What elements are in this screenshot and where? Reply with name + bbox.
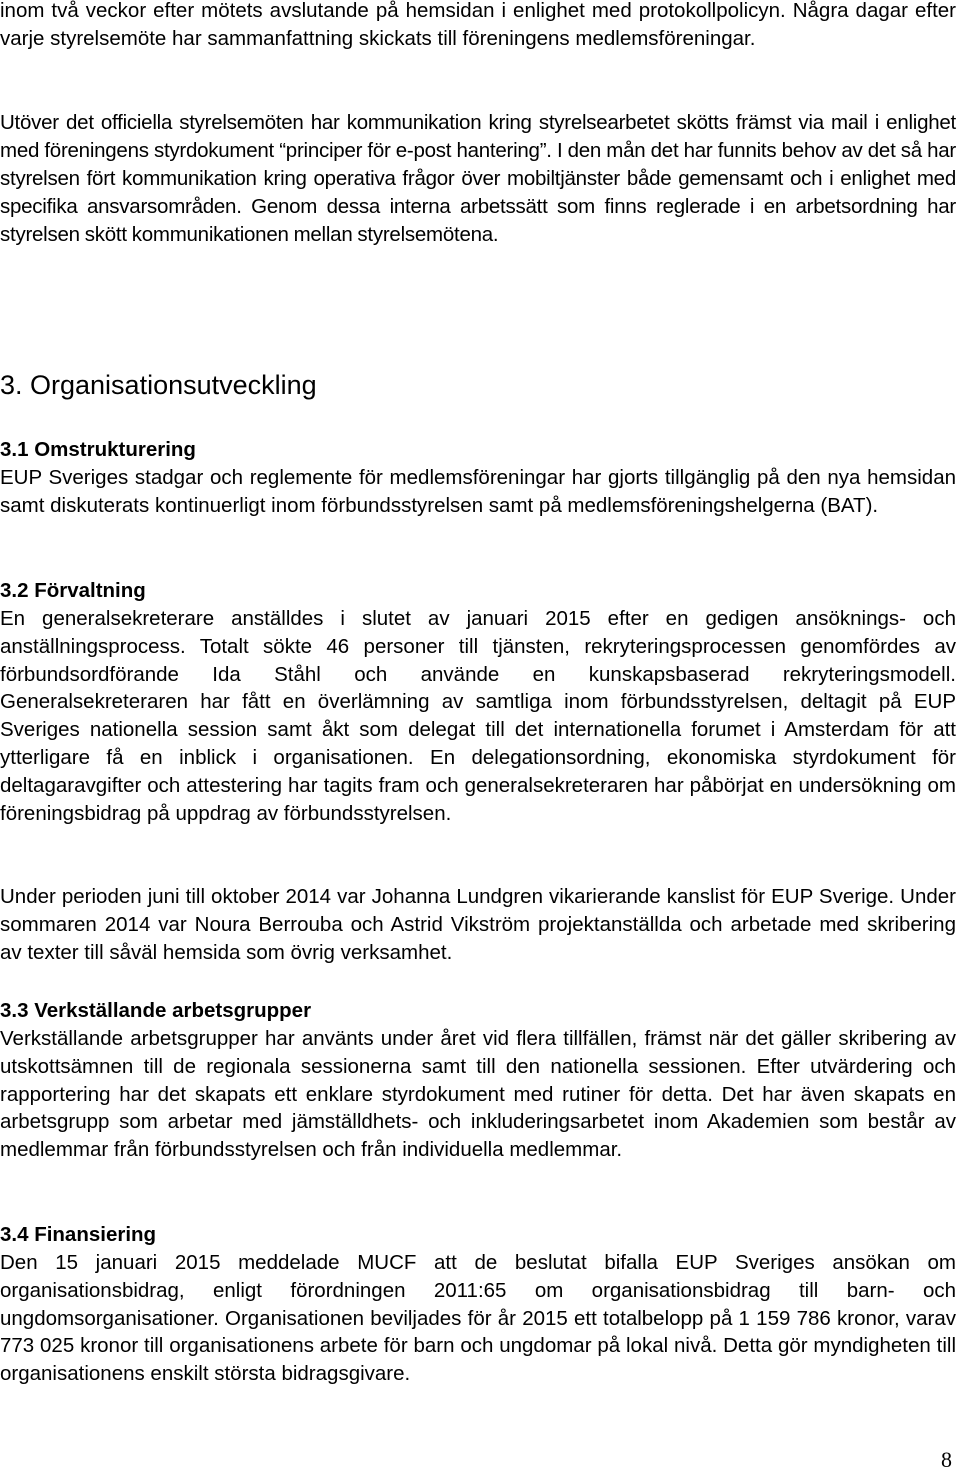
subsection-heading-working-groups: 3.3 Verkställande arbetsgrupper [0, 999, 312, 1022]
paragraph-restructuring: EUP Sveriges stadgar och reglemente för medlemsföreningar har gjorts tillgänglig på den nya hemsidan samt diskuterats kontinuerligt inom förbundsstyrelsen samt på medlemsföreningshelgerna (BAT). [0, 466, 956, 517]
paragraph-administration: En generalsekreterare anställdes i slutet av januari 2015 efter en gedigen ansöknings- och anställningsprocess. Totalt sökte 46 personer till tjänsten, rekryteringsprocessen genomfördes av förbundsordförande Ida Ståhl och använde en kunskapsbaserad rekryteringsmodell. Generalsekreteraren har fått en överlämning av samtliga inom förbundsstyrelsen, deltagit på EUP Sveriges nationella session samt åkt som delegat till det internationella forumet i Amsterdam för att ytterligare få en inblick i organisationen. En delegationsordning, ekonomiska styrdokument för deltagaravgifter och attestering har tagits fram och generalsekreteraren har påbörjat en undersökning om föreningsbidrag på uppdrag av förbundsstyrelsen. [0, 607, 956, 825]
subsection-heading-restructuring: 3.1 Omstrukturering [0, 438, 196, 461]
paragraph-protocol-publication: inom två veckor efter mötets avslutande på hemsidan i enlighet med protokollpolicyn. Några dagar efter varje styrelsemöte har sammanfattning skickats till föreningens medlemsföreningar. [0, 0, 956, 50]
section-title: 3. Organisationsutveckling [0, 370, 317, 400]
paragraph-working-groups: Verkställande arbetsgrupper har använts under året vid flera tillfällen, främst när det gäller skribering av utskottsämnen till de regionala sessionerna samt till den nationella sessionen. Efter utvärdering och rapportering har det skapats ett enklare styrdokument med rutiner för detta. Det har även skapats en arbetsgrupp som arbetar med jämställdhets- och inkluderingsarbetet inom Akademien som består av medlemmar från förbundsstyrelsen och från individuella medlemmar. [0, 1027, 956, 1162]
page-number: 8 [941, 1447, 952, 1472]
subsection-heading-financing: 3.4 Finansiering [0, 1223, 157, 1246]
subsection-heading-administration: 3.2 Förvaltning [0, 579, 146, 602]
paragraph-board-communication: Utöver det officiella styrelsemöten har kommunikation kring styrelsearbetet skötts främst via mail i enlighet med föreningens styrdokument “principer för e-post hantering”. I den mån det har funnits behov av det så har styrelsen fört kommunikation kring operativa frågor över mobiltjänster både gemensamt och i enlighet med specifika ansvarsområden. Genom dessa interna arbetssätt som finns reglerade i en arbetsordning har styrelsen skött kommunikationen mellan styrelsemötena. [0, 111, 956, 246]
paragraph-financing: Den 15 januari 2015 meddelade MUCF att de beslutat bifalla EUP Sveriges ansökan om organisationsbidrag, enligt förordningen 2011:65 om organisationsbidrag till barn- och ungdomsorganisationer. Organisationen beviljades för år 2015 ett totalbelopp på 1 159 786 kronor, varav 773 025 kronor till organisationens arbete för barn och ungdomar på lokal nivå. Detta gör myndigheten till organisationens enskilt största bidragsgivare. [0, 1251, 956, 1386]
paragraph-staffing: Under perioden juni till oktober 2014 var Johanna Lundgren vikarierande kanslist för EUP Sverige. Under sommaren 2014 var Noura Berrouba och Astrid Vikström projektanställda och arbetade med skribering av texter till såväl hemsida som övrig verksamhet. [0, 885, 956, 964]
